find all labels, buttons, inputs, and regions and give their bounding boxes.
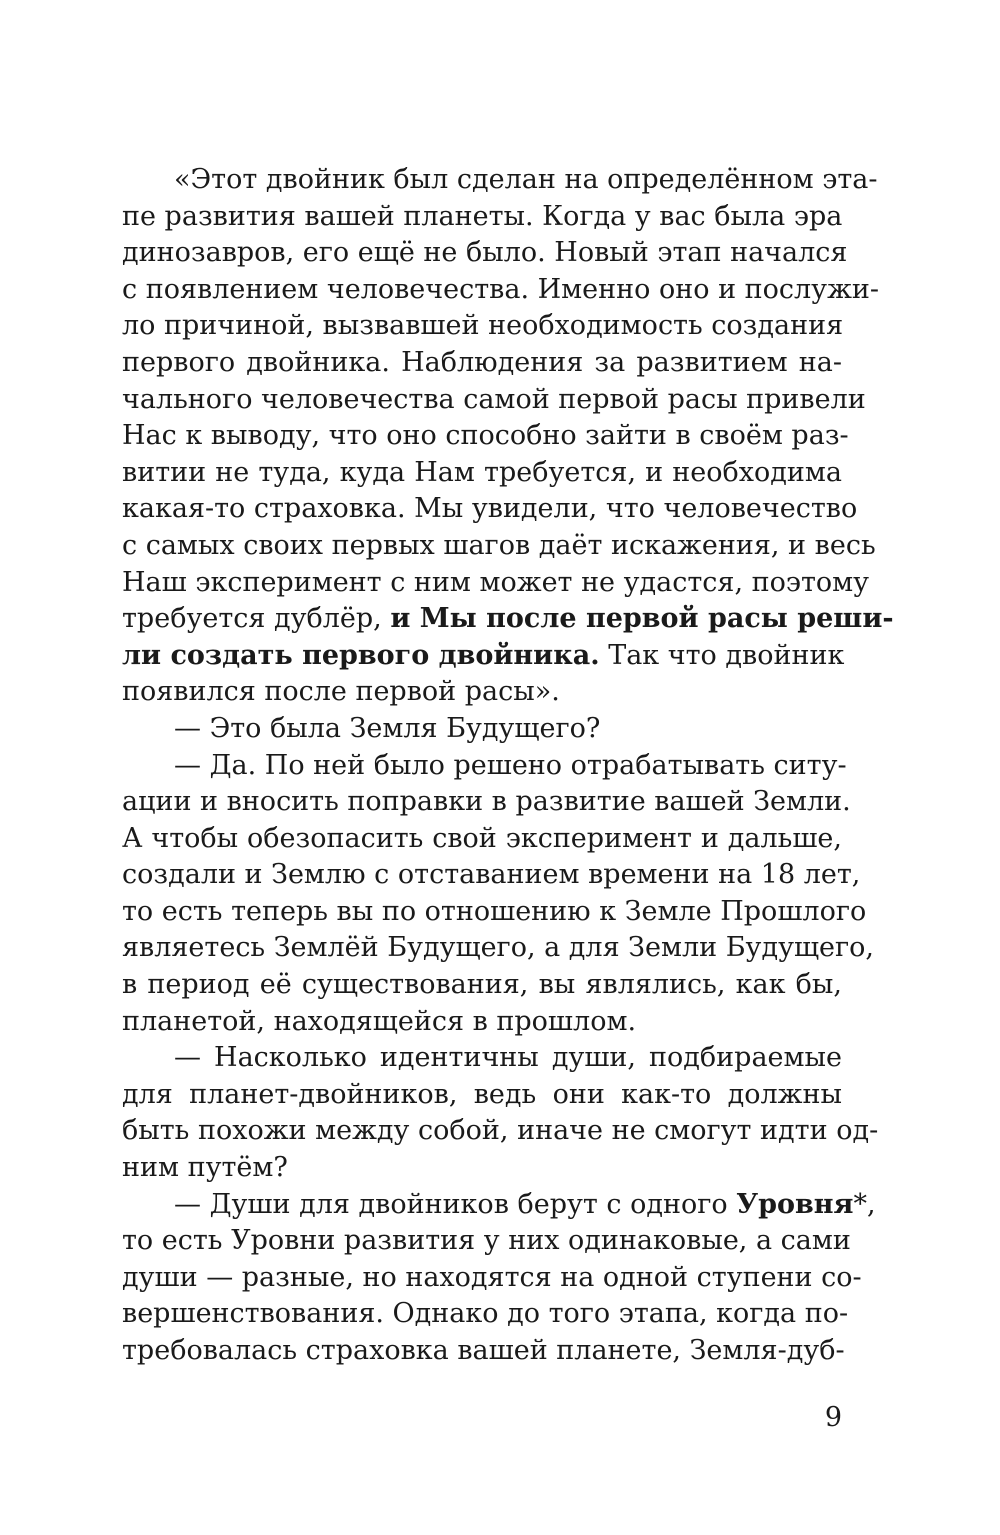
text-line: — Насколько идентичны души, подбираемые bbox=[174, 1042, 842, 1074]
text-line bbox=[122, 601, 894, 638]
text-line: с появлением человечества. Именно оно и послужи- bbox=[122, 273, 880, 305]
text-line: пе развития вашей планеты. Когда у вас была эра bbox=[122, 200, 843, 232]
text-line: появился после первой расы». bbox=[122, 676, 560, 708]
text-segment: требуется дублёр, bbox=[122, 603, 391, 635]
footnote-marker: *, bbox=[853, 1188, 876, 1220]
text-line: с самых своих первых шагов даёт искажения, и весь bbox=[122, 529, 876, 561]
text-line: планетой, находящейся в прошлом. bbox=[122, 1005, 637, 1037]
text-line: Нас к выводу, что оно способно зайти в своём раз- bbox=[122, 420, 849, 452]
text-line: вершенствования. Однако до того этапа, когда по- bbox=[122, 1298, 849, 1330]
text-line: — Да. По ней было решено отрабатывать ситу- bbox=[174, 749, 847, 781]
page-number: 9 bbox=[824, 1402, 842, 1433]
text-line: в период её существования, вы являлись, как бы, bbox=[122, 969, 842, 1001]
text-line: ло причиной, вызвавшей необходимость создания bbox=[122, 310, 844, 342]
text-line: то есть теперь вы по отношению к Земле Прошлого bbox=[122, 895, 867, 927]
text-line: то есть Уровни развития у них одинаковые, а сами bbox=[122, 1225, 851, 1257]
text-line: Наш эксперимент с ним может не удастся, поэтому bbox=[122, 566, 870, 598]
text-line: требовалась страховка вашей планете, Земля-дуб- bbox=[122, 1335, 845, 1366]
text-line: А чтобы обезопасить свой эксперимент и дальше, bbox=[122, 822, 842, 854]
text-line: чального человечества самой первой расы привели bbox=[122, 383, 866, 415]
text-line: — Это была Земля Будущего? bbox=[174, 712, 601, 744]
text-line: первого двойника. Наблюдения за развитием на- bbox=[122, 346, 842, 378]
text-line: являетесь Землёй Будущего, а для Земли Будущего, bbox=[122, 932, 875, 964]
bold-text-segment: и Мы после первой расы реши- bbox=[390, 603, 894, 635]
text-line: динозавров, его ещё не было. Новый этап начался bbox=[122, 237, 848, 269]
text-line: создали и Землю с отставанием времени на 18 лет, bbox=[122, 859, 861, 891]
text-line: ним путём? bbox=[122, 1152, 288, 1184]
body-text bbox=[122, 162, 894, 1370]
text-line bbox=[122, 638, 845, 675]
text-line: души — разные, но находятся на одной ступени со- bbox=[122, 1261, 862, 1293]
text-line: ации и вносить поправки в развитие вашей Земли. bbox=[122, 786, 851, 818]
text-line bbox=[122, 1187, 876, 1224]
text-line: какая-то страховка. Мы увидели, что человечество bbox=[122, 493, 858, 525]
text-line: для планет-двойников, ведь они как-то должны bbox=[122, 1078, 842, 1110]
text-line: быть похожи между собой, иначе не смогут идти од- bbox=[122, 1115, 879, 1147]
bold-text-segment: ли создать первого двойника. bbox=[122, 639, 600, 671]
bold-text-segment: Уровня bbox=[736, 1188, 854, 1220]
text-segment: — Души для двойников берут с одного bbox=[174, 1188, 737, 1220]
text-line: «Этот двойник был сделан на определённом эта- bbox=[174, 164, 878, 195]
text-line: витии не туда, куда Нам требуется, и необходима bbox=[122, 456, 842, 488]
text-segment: Так что двойник bbox=[599, 639, 845, 671]
